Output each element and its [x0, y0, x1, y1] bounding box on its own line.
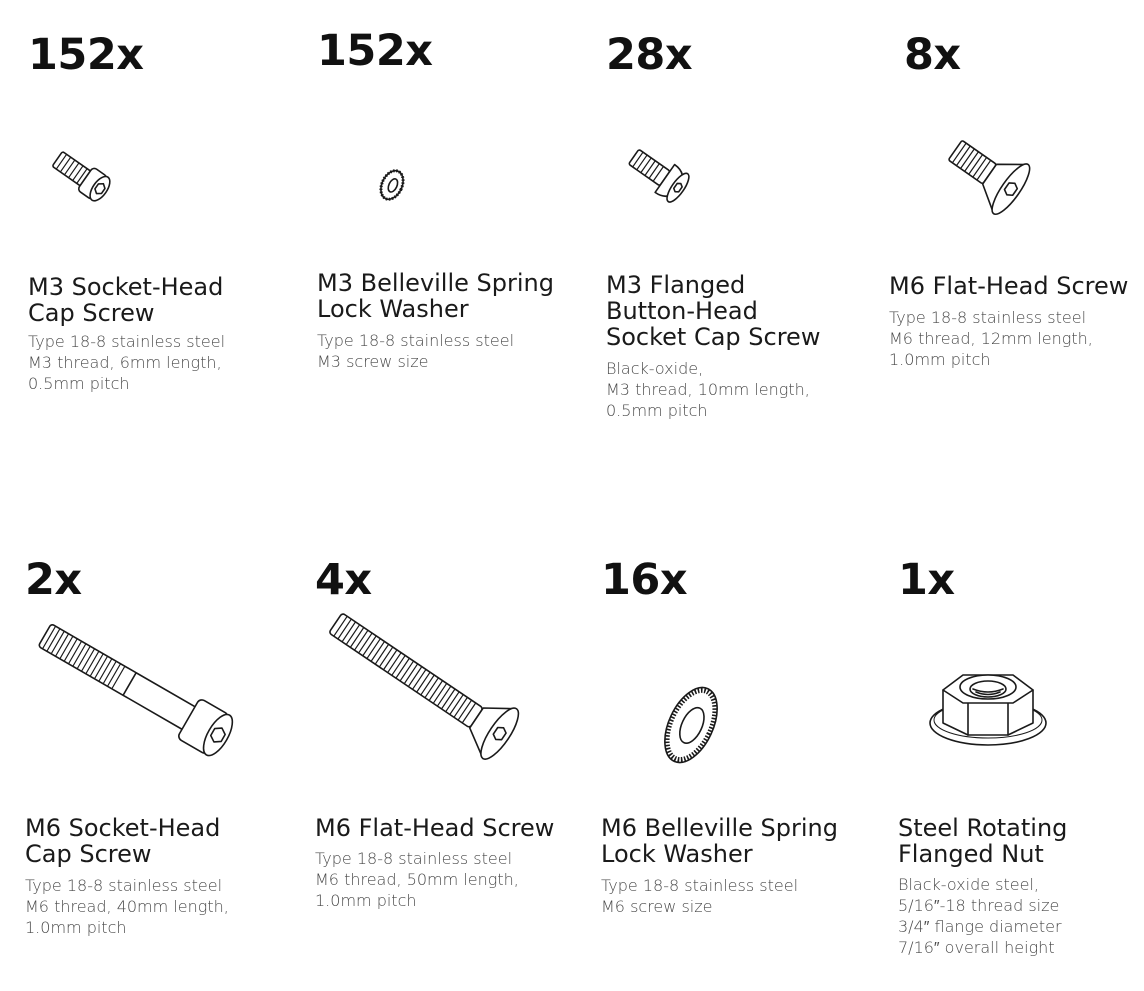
item-title: M6 Belleville Spring Lock Washer [601, 814, 838, 868]
hardware-item [601, 555, 881, 955]
item-title: M6 Flat-Head Screw [889, 272, 1129, 300]
item-title: M3 Socket-Head Cap Screw [28, 273, 224, 327]
hardware-item [898, 555, 1138, 975]
quantity-label: 152x [317, 26, 433, 76]
quantity-label: 1x [898, 555, 955, 605]
item-description: Type 18-8 stainless steel M6 screw size [601, 876, 799, 916]
quantity-label: 8x [904, 30, 961, 80]
hardware-item [28, 30, 298, 410]
quantity-label: 16x [601, 555, 688, 605]
item-description: Type 18-8 stainless steel M3 screw size [317, 331, 515, 371]
item-description: Black-oxide, M3 thread, 10mm length, 0.5mm pitch [606, 359, 810, 420]
button-head-screw-icon [621, 145, 711, 215]
long-socket-head-screw-icon [25, 625, 265, 765]
item-title: M3 Belleville Spring Lock Washer [317, 269, 554, 323]
hardware-item [889, 30, 1139, 410]
large-belleville-washer-icon [646, 670, 736, 780]
quantity-label: 28x [606, 30, 693, 80]
hardware-item [25, 555, 305, 955]
flat-head-screw-icon [939, 130, 1049, 225]
item-title: M3 Flanged Button-Head Socket Cap Screw [606, 271, 821, 351]
item-title: M6 Socket-Head Cap Screw [25, 814, 221, 868]
hardware-item [315, 555, 595, 955]
item-description: Type 18-8 stainless steel M3 thread, 6mm length, 0.5mm pitch [28, 332, 226, 393]
long-flat-head-screw-icon [315, 610, 565, 780]
item-description: Type 18-8 stainless steel M6 thread, 40mm length, 1.0mm pitch [25, 876, 229, 937]
hardware-item [606, 30, 876, 430]
quantity-label: 2x [25, 555, 82, 605]
socket-head-cap-screw-icon [43, 148, 133, 208]
quantity-label: 4x [315, 555, 372, 605]
quantity-label: 152x [28, 30, 144, 80]
hardware-item [317, 26, 587, 410]
flanged-hex-nut-icon [923, 635, 1053, 765]
item-description: Type 18-8 stainless steel M6 thread, 50mm length, 1.0mm pitch [315, 849, 519, 910]
item-description: Black-oxide steel, 5/16″-18 thread size 3/4″ flange diameter 7/16″ overall height [898, 875, 1062, 957]
item-description: Type 18-8 stainless steel M6 thread, 12mm length, 1.0mm pitch [889, 308, 1093, 369]
item-title: Steel Rotating Flanged Nut [898, 814, 1068, 868]
belleville-washer-icon [367, 160, 417, 210]
item-title: M6 Flat-Head Screw [315, 814, 555, 842]
